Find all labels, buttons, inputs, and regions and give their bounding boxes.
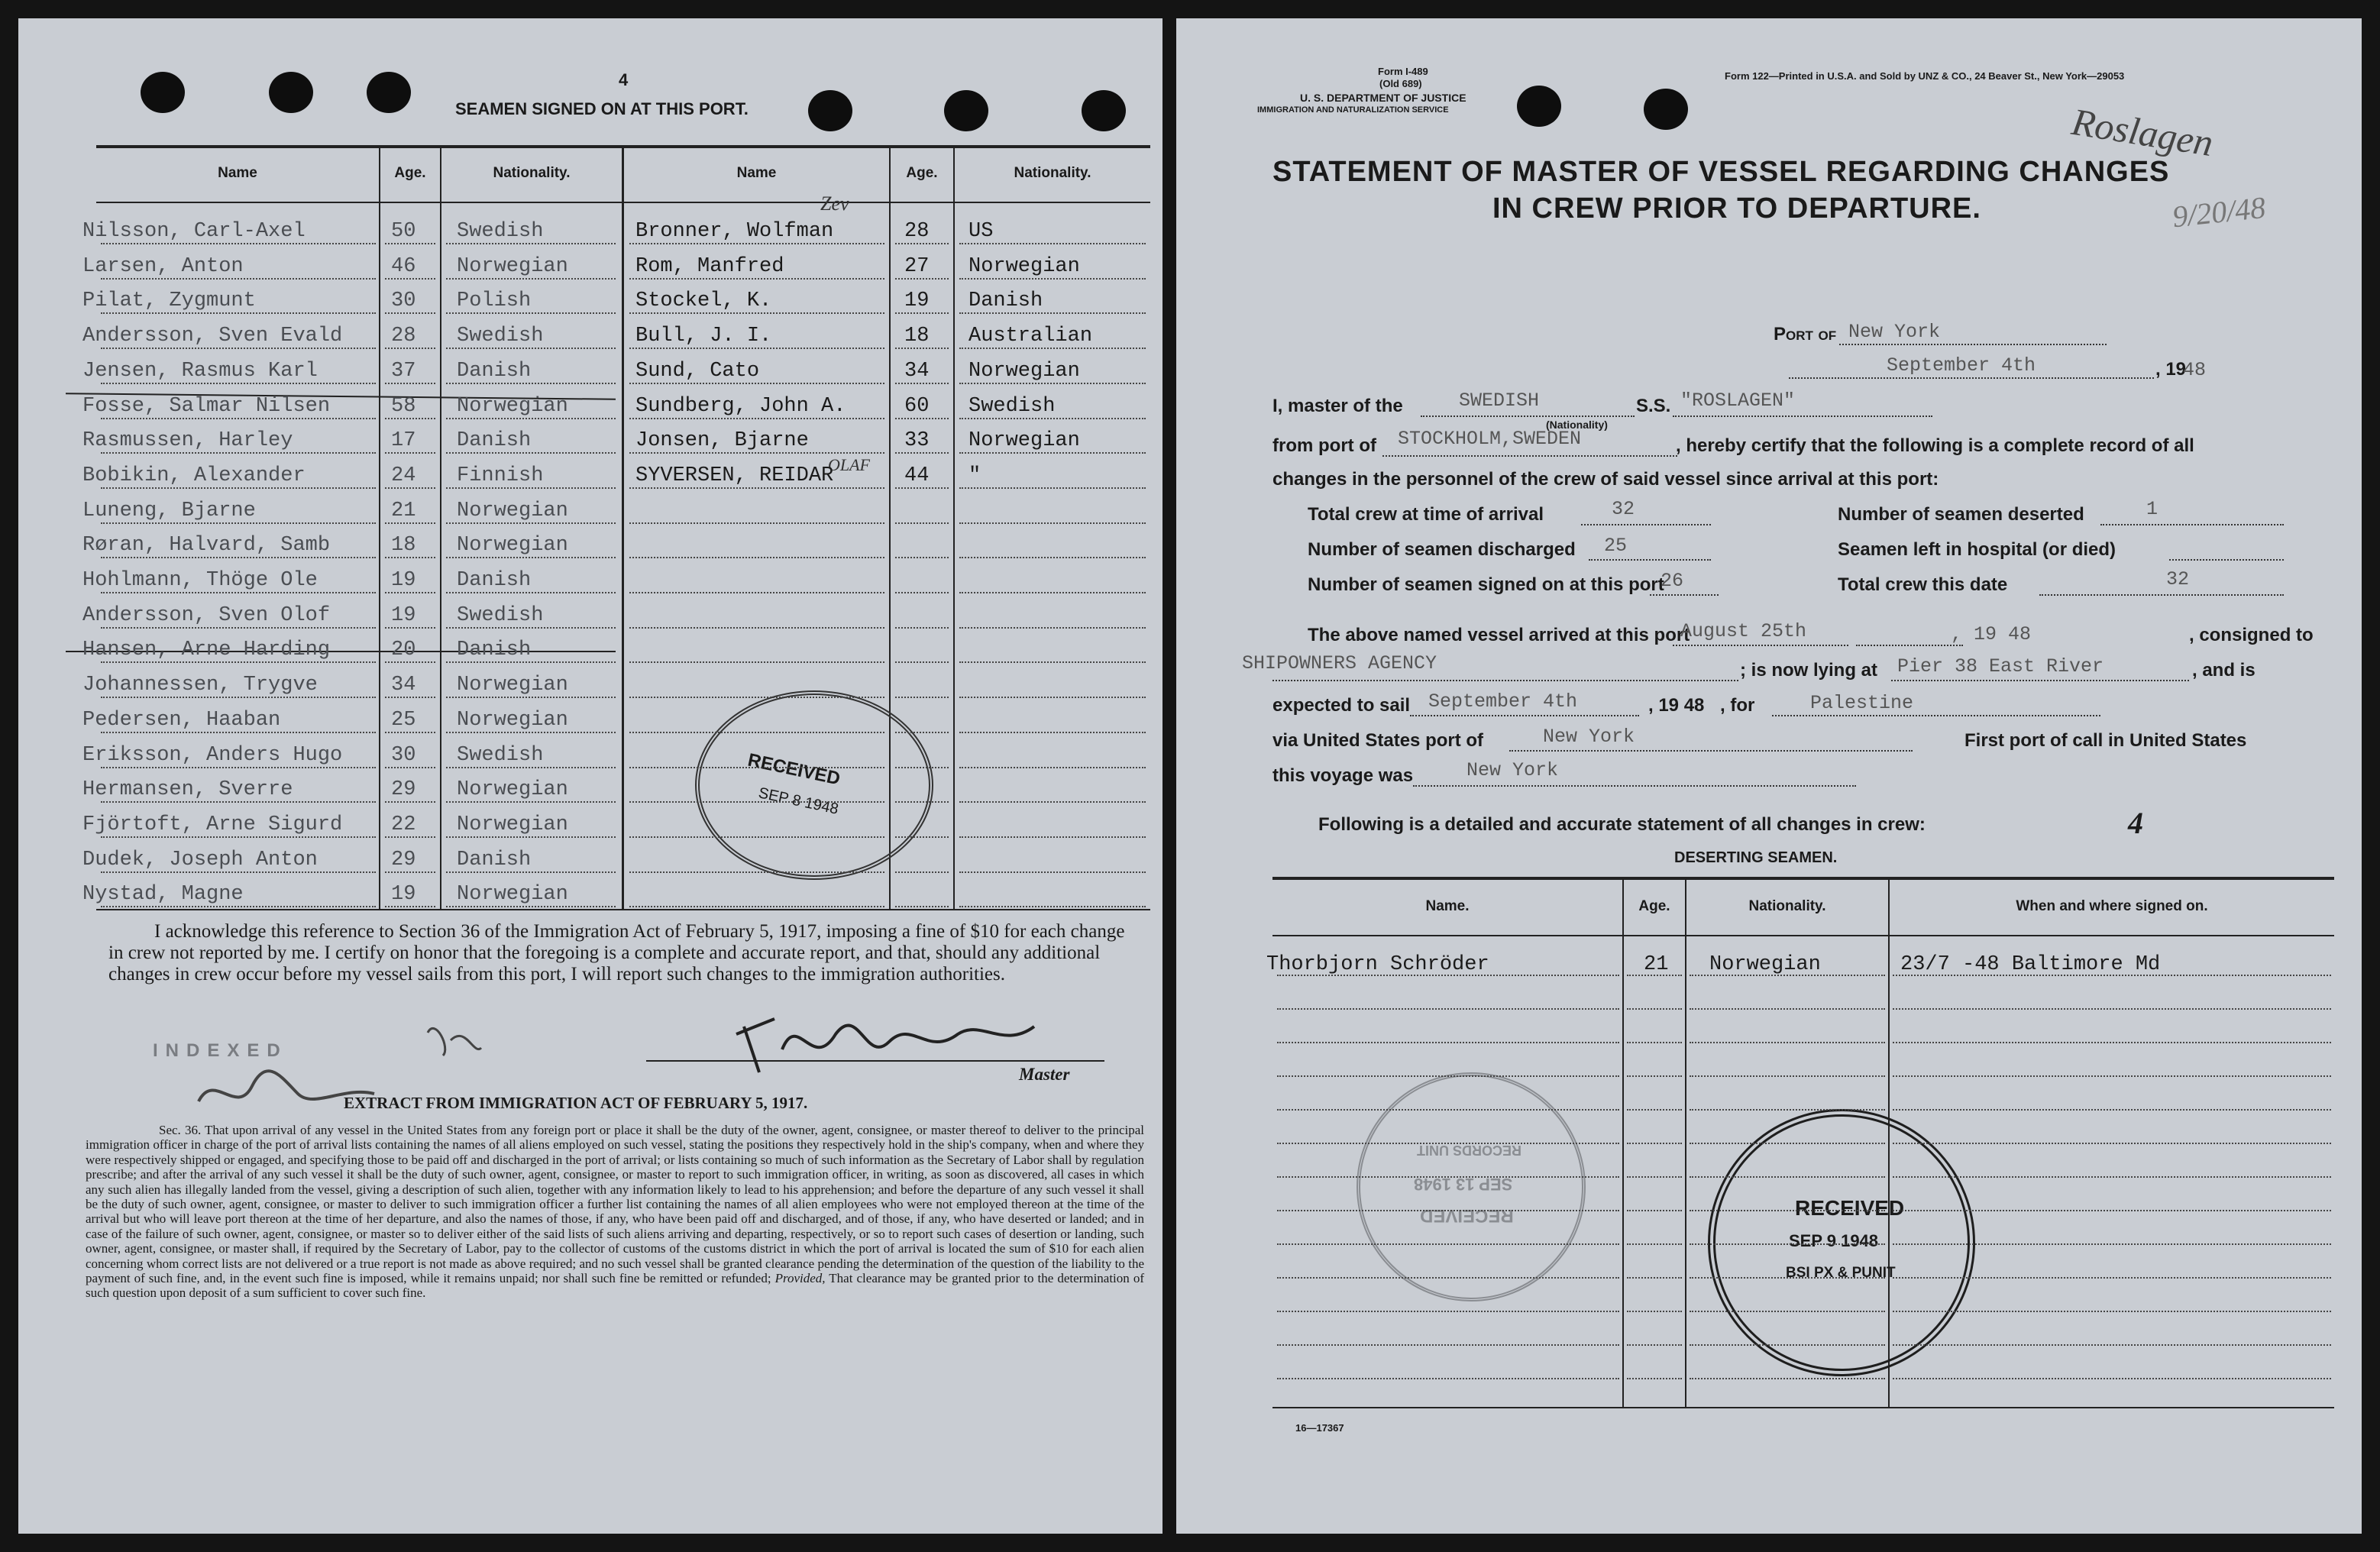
- seaman-name: Larsen, Anton: [82, 254, 244, 278]
- desert-age: 21: [1644, 953, 1669, 976]
- indexed-stamp: INDEXED: [153, 1040, 288, 1061]
- sail-label: expected to sail: [1272, 695, 1411, 716]
- changes-text: changes in the personnel of the crew of said vessel since arrival at this port:: [1272, 469, 1939, 490]
- year-value: 48: [2183, 359, 2207, 381]
- seaman-name: Fosse, Salmar Nilsen: [82, 394, 331, 418]
- total-crew-arrival-label: Total crew at time of arrival: [1308, 504, 1544, 525]
- col-header-nationality: Nationality.: [493, 165, 571, 181]
- handwritten-note: Zev: [820, 192, 849, 215]
- right-page: [1176, 18, 2362, 1534]
- ss-label: S.S.: [1636, 396, 1671, 416]
- seaman-name: Johannessen, Trygve: [82, 674, 318, 697]
- seaman-nationality: Norwegian: [457, 394, 568, 418]
- punch-hole: [1082, 90, 1126, 131]
- total-crew-date: 32: [2166, 568, 2190, 590]
- nationality-caption: (Nationality): [1546, 419, 1608, 431]
- seaman-age: 25: [391, 708, 416, 732]
- seaman-age: 17: [391, 429, 416, 453]
- seaman-nationality: Norwegian: [968, 429, 1080, 453]
- seaman-name: Stockel, K.: [635, 289, 772, 313]
- punch-hole: [944, 90, 988, 131]
- punch-hole: [1517, 86, 1561, 127]
- seaman-nationality: Australian: [968, 325, 1093, 348]
- deserted-label: Number of seamen deserted: [1838, 504, 2084, 525]
- arrived-year: , 19 48: [1951, 623, 2032, 645]
- service: IMMIGRATION AND NATURALIZATION SERVICE: [1257, 105, 1449, 115]
- col-header-name: Name: [736, 165, 777, 181]
- col-header-name: Name: [218, 165, 257, 181]
- left-page: [18, 18, 1163, 1534]
- hospital-label: Seamen left in hospital (or died): [1838, 539, 2116, 560]
- deserting-heading: DESERTING SEAMEN.: [1674, 849, 1838, 866]
- voyage-label: this voyage was: [1272, 765, 1414, 786]
- from-port-value: STOCKHOLM,SWEDEN: [1398, 428, 1582, 450]
- seaman-name: Sundberg, John A.: [635, 394, 846, 418]
- seaman-age: 19: [391, 603, 416, 627]
- seaman-age: 19: [391, 569, 416, 592]
- seaman-age: 20: [391, 639, 416, 662]
- seaman-age: 34: [904, 359, 930, 383]
- ss-value: "ROSLAGEN": [1680, 390, 1796, 412]
- seaman-name: Dudek, Joseph Anton: [82, 848, 318, 871]
- discharged-label: Number of seamen discharged: [1308, 539, 1576, 560]
- seaman-name: Andersson, Sven Olof: [82, 603, 331, 627]
- handwritten-note: OLAF: [828, 455, 870, 474]
- signed-on-label: Number of seamen signed on at this port: [1308, 574, 1664, 595]
- seaman-nationality: Swedish: [968, 394, 1056, 418]
- seaman-name: Jonsen, Bjarne: [635, 429, 809, 453]
- punch-hole: [1644, 89, 1688, 130]
- first-port-label: First port of call in United States: [1964, 730, 2247, 751]
- seaman-age: 21: [391, 499, 416, 522]
- seaman-name: Nystad, Magne: [82, 883, 244, 907]
- seaman-age: 19: [904, 289, 930, 313]
- seaman-nationality: Danish: [457, 359, 532, 383]
- seaman-age: 29: [391, 778, 416, 802]
- seaman-name: Luneng, Bjarne: [82, 499, 256, 522]
- seaman-nationality: Swedish: [457, 603, 544, 627]
- punch-hole: [141, 72, 185, 113]
- seaman-name: Pilat, Zygmunt: [82, 289, 256, 313]
- voyage-value: New York: [1466, 759, 1559, 781]
- seaman-age: 50: [391, 220, 416, 243]
- seaman-name: Hohlmann, Thöge Ole: [82, 569, 318, 592]
- lying-label: ; is now lying at: [1740, 660, 1878, 681]
- from-port-label: from port of: [1272, 435, 1376, 456]
- punch-hole: [269, 72, 313, 113]
- page-number: 4: [619, 70, 629, 89]
- seaman-name: Nilsson, Carl-Axel: [82, 220, 306, 243]
- discharged: 25: [1604, 535, 1628, 557]
- handwritten-date: 9/20/48: [2170, 189, 2268, 234]
- total-crew-arrival: 32: [1612, 498, 1635, 520]
- received-stamp: RECEIVED SEP 8 1948: [695, 690, 933, 880]
- deserted: 1: [2146, 498, 2158, 520]
- seaman-name: Jensen, Rasmus Karl: [82, 359, 318, 383]
- punch-hole: [367, 72, 411, 113]
- seaman-nationality: Norwegian: [457, 674, 568, 697]
- seaman-nationality: Finnish: [457, 464, 544, 487]
- seaman-name: Bronner, Wolfman: [635, 220, 834, 243]
- seaman-nationality: Norwegian: [457, 254, 568, 278]
- seaman-nationality: ": [968, 464, 981, 487]
- seaman-age: 33: [904, 429, 930, 453]
- acknowledgement-text: I acknowledge this reference to Section 36 of the Immigration Act of February 5, 1917, imposing a fine of $10 for each change in crew not reported by me. I certify on honor that the foregoing is a complete and accurate report, and that, should any additional changes in crew occur before my vessel sails from this port, I will report such changes to the immigration authorities.: [108, 921, 1125, 985]
- signed-on: 26: [1661, 570, 1684, 592]
- seaman-nationality: Norwegian: [457, 813, 568, 836]
- port-of-label: Port of: [1774, 324, 1837, 344]
- sail-value: September 4th: [1428, 690, 1578, 713]
- col-header-age: Age.: [1638, 898, 1670, 914]
- department: U. S. DEPARTMENT OF JUSTICE: [1300, 92, 1466, 104]
- seaman-age: 28: [904, 220, 930, 243]
- via-label: via United States port of: [1272, 730, 1484, 751]
- master-signature: [729, 1004, 1049, 1080]
- year-prefix: , 19: [2155, 359, 2187, 380]
- seaman-nationality: Danish: [457, 639, 532, 662]
- seaman-name: Rasmussen, Harley: [82, 429, 293, 453]
- seaman-name: Hansen, Arne Harding: [82, 639, 331, 662]
- via-value: New York: [1543, 726, 1635, 748]
- extract-title: EXTRACT FROM IMMIGRATION ACT OF FEBRUARY 5, 1917.: [344, 1094, 808, 1112]
- seaman-nationality: Norwegian: [457, 778, 568, 802]
- arrived-label: The above named vessel arrived at this port: [1308, 625, 1690, 645]
- seaman-age: 27: [904, 254, 930, 278]
- seaman-name: Rom, Manfred: [635, 254, 784, 278]
- seaman-age: 46: [391, 254, 416, 278]
- col-header-age: Age.: [394, 165, 426, 181]
- lying-value: Pier 38 East River: [1897, 655, 2104, 677]
- nationality-value: SWEDISH: [1459, 390, 1540, 412]
- seaman-age: 22: [391, 813, 416, 836]
- seaman-nationality: Norwegian: [457, 708, 568, 732]
- master-label: Master: [1019, 1065, 1070, 1084]
- seaman-name: Andersson, Sven Evald: [82, 325, 343, 348]
- seaman-nationality: Danish: [968, 289, 1043, 313]
- seaman-age: 44: [904, 464, 930, 487]
- seaman-nationality: Norwegian: [968, 359, 1080, 383]
- seaman-name: Sund, Cato: [635, 359, 760, 383]
- form-title-line2: IN CREW PRIOR TO DEPARTURE.: [1492, 192, 1981, 225]
- consignee-value: SHIPOWNERS AGENCY: [1242, 652, 1437, 674]
- seaman-age: 58: [391, 394, 416, 418]
- seaman-age: 60: [904, 394, 930, 418]
- seaman-nationality: Swedish: [457, 325, 544, 348]
- punch-hole: [808, 90, 852, 131]
- seaman-nationality: Danish: [457, 429, 532, 453]
- seaman-age: 24: [391, 464, 416, 487]
- seaman-name: Røran, Halvard, Samb: [82, 534, 331, 558]
- arrived-value: August 25th: [1680, 620, 1807, 642]
- seaman-nationality: Danish: [457, 569, 532, 592]
- seaman-age: 30: [391, 743, 416, 767]
- desert-name: Thorbjorn Schröder: [1266, 953, 1489, 976]
- port-of-value: New York: [1848, 321, 1941, 343]
- seaman-age: 19: [391, 883, 416, 907]
- form-number: Form I-489: [1378, 66, 1428, 77]
- seaman-nationality: Norwegian: [457, 499, 568, 522]
- date-value: September 4th: [1887, 354, 2036, 377]
- seaman-age: 28: [391, 325, 416, 348]
- for-value: Palestine: [1810, 692, 1914, 714]
- seaman-age: 29: [391, 848, 416, 871]
- handwritten-initials: [191, 1056, 390, 1124]
- col-header-signed-on: When and where signed on.: [2016, 898, 2208, 914]
- seaman-name: Fjörtoft, Arne Sigurd: [82, 813, 343, 836]
- seaman-name: Bull, J. I.: [635, 325, 772, 348]
- col-header-name: Name.: [1425, 898, 1470, 914]
- following-text: Following is a detailed and accurate statement of all changes in crew:: [1318, 814, 1926, 835]
- seaman-name: Hermansen, Sverre: [82, 778, 293, 802]
- seaman-nationality: Danish: [457, 848, 532, 871]
- seaman-age: 37: [391, 359, 416, 383]
- seaman-nationality: Norwegian: [457, 534, 568, 558]
- seaman-nationality: Swedish: [457, 743, 544, 767]
- seaman-age: 34: [391, 674, 416, 697]
- section-36-text: Sec. 36. That upon arrival of any vessel in the United States from any foreign port or place it shall be the duty of the owner, agent, consignee, or master thereof to deliver to the principal immigration officer in charge of the port of arrival lists containing the names of all aliens employed on such vessel, stating the positions they respectively hold in the ship's company, when and where they were respectively shipped or engaged, and specifying those to be paid off and discharged in the port of arrival; or lists containing so much of such information as the Secretary of Labor shall by regulation prescribe; and after the arrival of any such vessel it shall be the duty of such owner, agent, consignee, or master to report to such immigration officer, in writing, as soon as discovered, all cases in which any such alien has illegally landed from the vessel, giving a description of such alien, together with any information likely to lead to his apprehension; and before the departure of any such vessel it shall be the duty of such owner, agent, consignee, or master to deliver to such immigration officer a further list containing the names of all alien employees who were not employed thereon at the time of the arrival but who will leave port thereon at the time of her departure, and also the names of those, if any, who have been paid off and discharged, and of those, if any, who have deserted or landed; and in case of the failure of such owner, agent, consignee, or master so to deliver either of the said lists of such aliens arriving and departing, respectively, or so to report such cases of desertion or landing, such owner, agent, consignee, or master shall, if required by the Secretary of Labor, pay to the collector of customs of the customs district in which the port of arrival is located the sum of $10 for each alien concerning whom correct lists are not delivered or a true report is not made as above required; and no such vessel shall be granted clearance pending the determination of the question of the liability to the payment of such fine, and, in the event such fine is imposed, while it remains unpaid; nor shall such fine be remitted or refunded; Provided, That clearance may be granted prior to the determination of such question upon deposit of a sum sufficient to cover such fine.: [86, 1123, 1144, 1301]
- for-label: , for: [1720, 695, 1755, 716]
- seaman-name: Bobikin, Alexander: [82, 464, 306, 487]
- desert-signed-on: 23/7 -48 Baltimore Md: [1900, 953, 2161, 976]
- col-header-nationality: Nationality.: [1014, 165, 1091, 181]
- certify-text: , hereby certify that the following is a complete record of all: [1676, 435, 2194, 456]
- changes-count: 4: [2128, 806, 2143, 840]
- seaman-name: Eriksson, Anders Hugo: [82, 743, 343, 767]
- seaman-age: 18: [904, 325, 930, 348]
- handwritten-initials: [420, 1017, 489, 1071]
- seaman-nationality: Norwegian: [457, 883, 568, 907]
- seaman-name: SYVERSEN, REIDAR: [635, 464, 834, 487]
- desert-nationality: Norwegian: [1709, 953, 1821, 976]
- received-stamp: RECEIVED SEP 9 1948 BSI PX & PUNIT: [1708, 1109, 1975, 1376]
- seaman-nationality: Norwegian: [968, 254, 1080, 278]
- form-old-number: (Old 689): [1379, 78, 1422, 89]
- and-is: , and is: [2192, 660, 2256, 681]
- printer-line: Form 122—Printed in U.S.A. and Sold by UNZ & CO., 24 Beaver St., New York—29053: [1725, 70, 2125, 82]
- seaman-age: 30: [391, 289, 416, 313]
- total-crew-date-label: Total crew this date: [1838, 574, 2008, 595]
- seaman-name: Pedersen, Haaban: [82, 708, 281, 732]
- master-of-label: I, master of the: [1272, 396, 1403, 416]
- handwritten-ship-name: Roslagen: [2068, 99, 2217, 165]
- sail-year: , 19 48: [1648, 695, 1705, 716]
- col-header-age: Age.: [906, 165, 938, 181]
- received-stamp-faint: RECEIVED SEP 13 1948 RECORDS UNIT: [1357, 1072, 1586, 1301]
- form-title-line1: STATEMENT OF MASTER OF VESSEL REGARDING CHANGES: [1272, 156, 2170, 188]
- left-page-heading: SEAMEN SIGNED ON AT THIS PORT.: [455, 99, 749, 118]
- seaman-nationality: US: [968, 220, 994, 243]
- consigned-label: , consigned to: [2189, 625, 2314, 645]
- seaman-age: 18: [391, 534, 416, 558]
- seaman-nationality: Swedish: [457, 220, 544, 243]
- col-header-nationality: Nationality.: [1748, 898, 1826, 914]
- seaman-nationality: Polish: [457, 289, 532, 313]
- form-code: 16—17367: [1295, 1422, 1344, 1434]
